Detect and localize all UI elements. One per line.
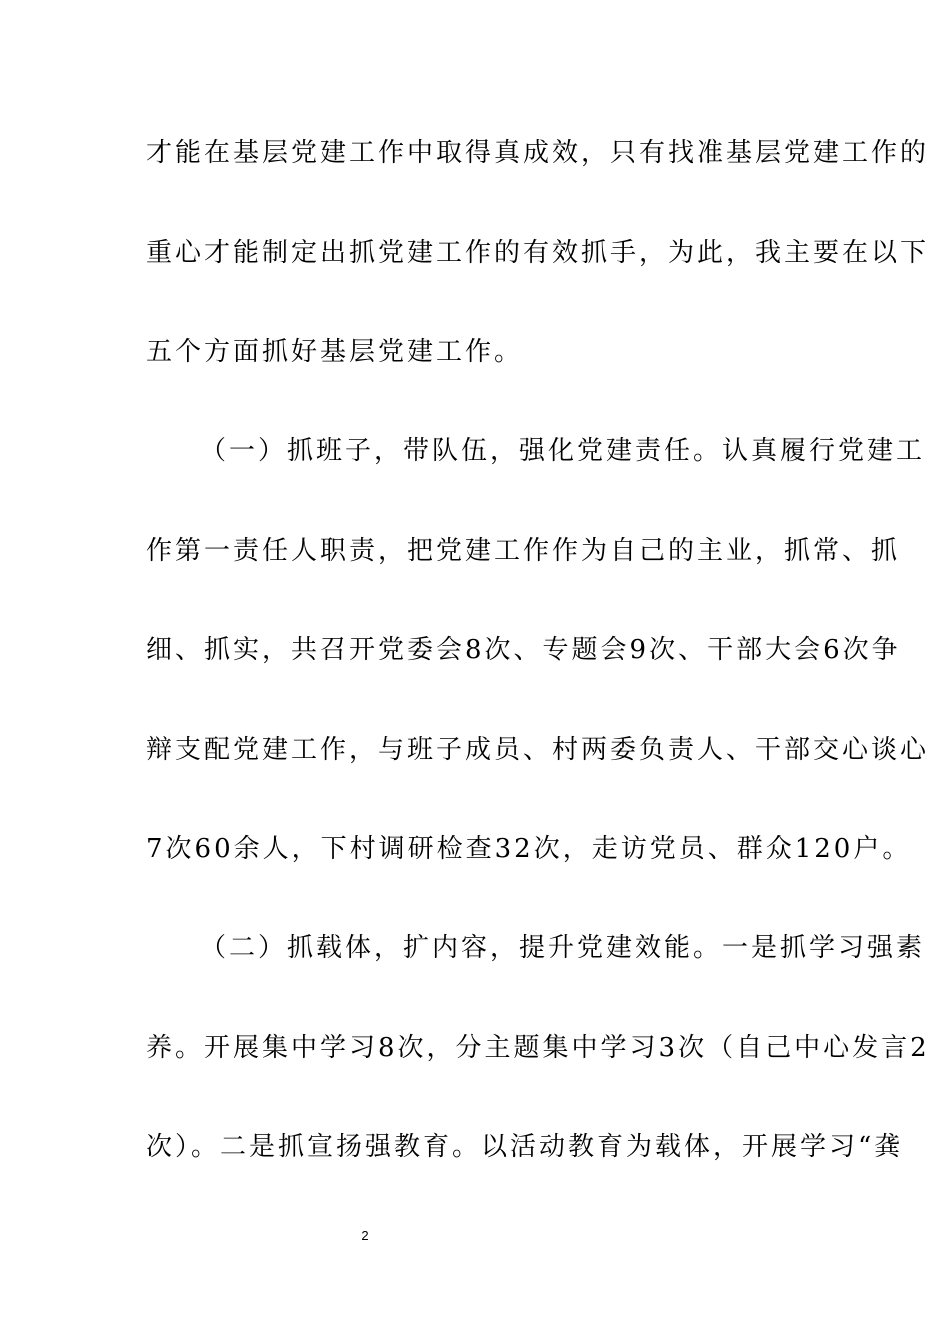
- section-heading-line: （二）抓载体，扩内容，提升党建效能。一是抓学习强素: [200, 933, 926, 963]
- body-text-line: 才能在基层党建工作中取得真成效，只有找准基层党建工作的: [146, 138, 930, 168]
- section-heading-line: （一）抓班子，带队伍，强化党建责任。认真履行党建工: [200, 436, 926, 466]
- body-text-line: 辩支配党建工作，与班子成员、村两委负责人、干部交心谈心: [146, 735, 930, 765]
- body-text-line: 作第一责任人职责，把党建工作作为自己的主业，抓常、抓: [146, 536, 901, 566]
- body-text-line: 次）。二是抓宣扬强教育。以活动教育为载体，开展学习“龚: [146, 1132, 904, 1162]
- body-text-line: 重心才能制定出抓党建工作的有效抓手，为此，我主要在以下: [146, 238, 930, 268]
- body-text-line: 养。开展集中学习8次，分主题集中学习3次（自己中心发言2: [146, 1033, 930, 1063]
- body-text-line: 细、抓实，共召开党委会8次、专题会9次、干部大会6次争: [146, 635, 901, 665]
- body-text-line: 7次60余人，下村调研检查32次，走访党员、群众120户。: [146, 834, 912, 864]
- page-number: 2: [361, 1228, 369, 1243]
- body-text-line: 五个方面抓好基层党建工作。: [146, 337, 524, 367]
